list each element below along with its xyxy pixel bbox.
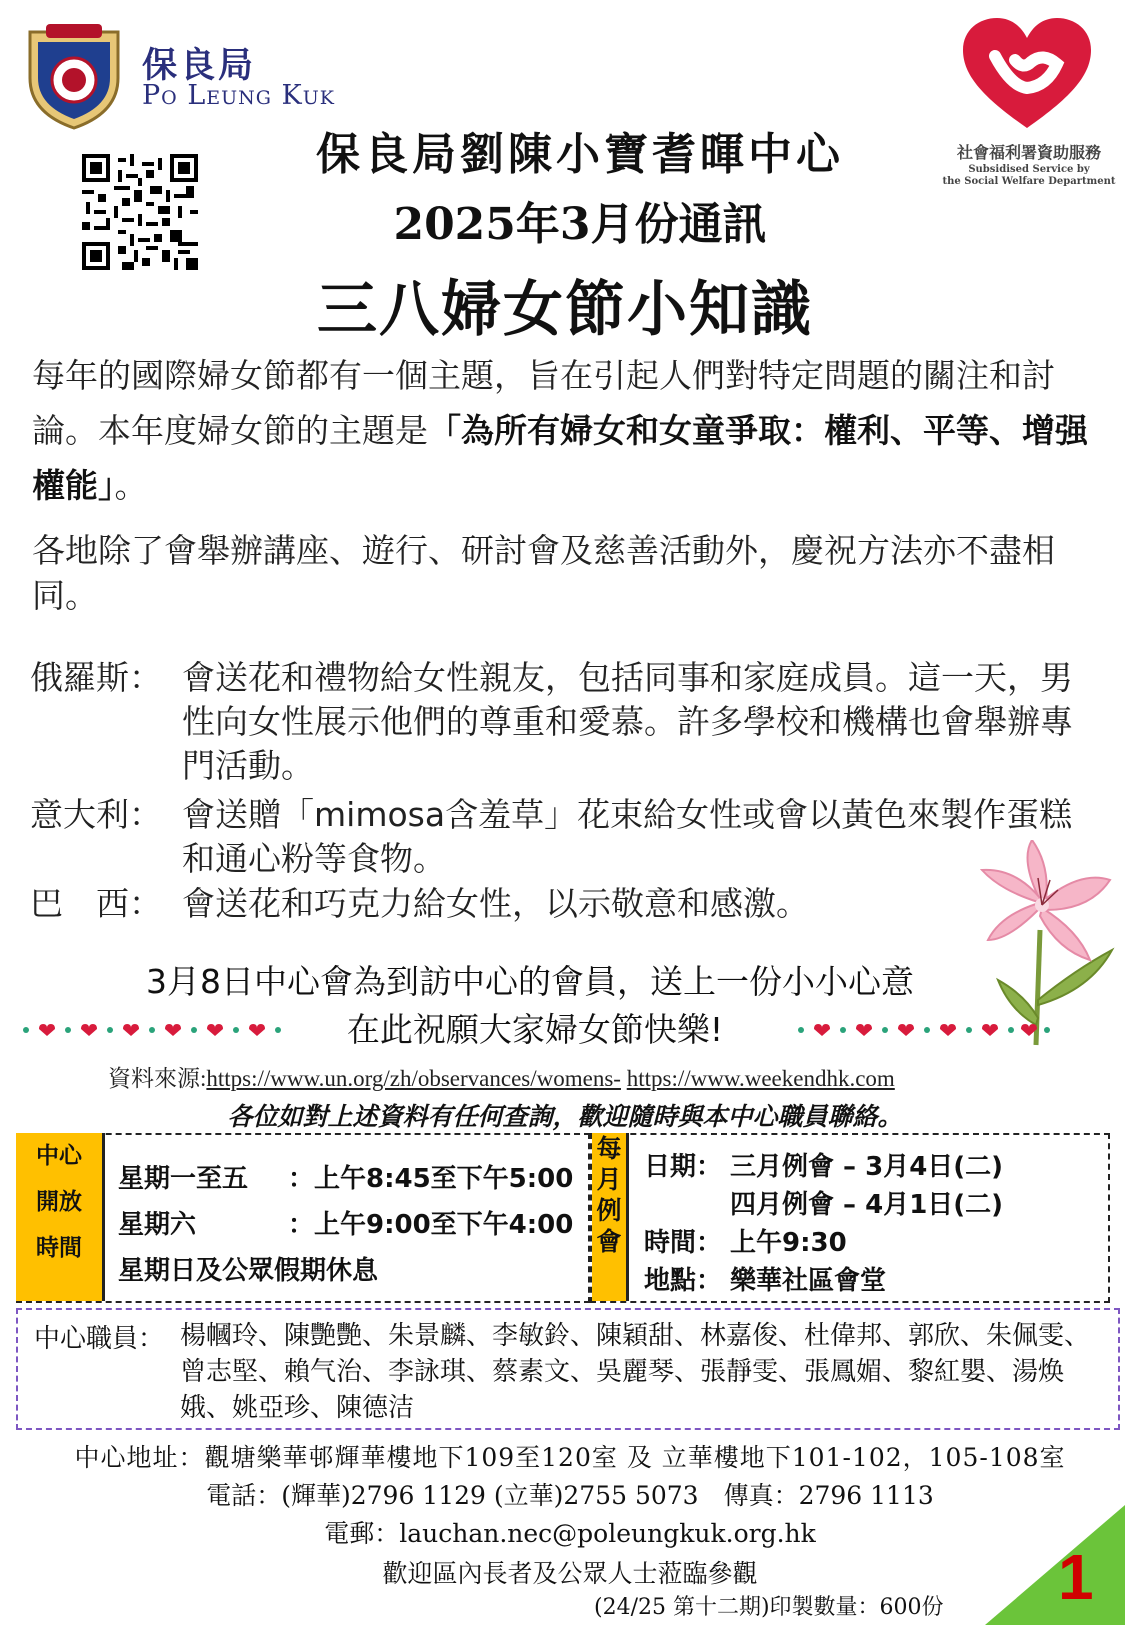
swd-label-zh: 社會福利署資助服務 — [956, 143, 1101, 162]
hearts-decoration-left — [20, 1020, 290, 1040]
opening-hours-label-line: 開放 — [36, 1189, 82, 1215]
swd-label-en — [940, 164, 1118, 188]
gift-notice: 3月8日中心會為到訪中心的會員，送上一份小小心意 — [146, 962, 914, 1001]
meeting-date-2 — [644, 1184, 1003, 1221]
meeting-time — [644, 1222, 847, 1259]
org-name-en: Po Leung Kuk — [142, 80, 335, 111]
swd-label-en-line-2: the Social Welfare Department — [942, 176, 1116, 187]
weekday-label: 星期一至五 — [118, 1164, 249, 1194]
intro-paragraph — [32, 348, 1102, 513]
time-label: 時間： — [644, 1228, 723, 1258]
closed-notice: 星期日及公眾假期休息 — [118, 1256, 379, 1286]
country-text: 會送花和禮物給女性親友，包括同事和家庭成員。這一天，男性向女性展示他們的尊重和愛慕。許多學校和機構也會舉辦專門活動。 — [182, 658, 1073, 785]
venue-label: 地點： — [644, 1266, 723, 1296]
monthly-meeting-label-char: 例 — [596, 1196, 622, 1225]
source-link-weekendhk[interactable]: https://www.weekendhk.com — [626, 1066, 895, 1091]
center-email[interactable]: 電郵：lauchan.nec@poleungkuk.org.hk — [324, 1519, 816, 1548]
saturday-time: ：上午9:00至下午4:00 — [288, 1210, 574, 1240]
country-item-russia — [30, 656, 1100, 788]
country-name: 巴 西： — [30, 884, 162, 923]
swd-label-en-line-1: Subsidised Service by — [968, 164, 1090, 175]
date-value: 三月例會 – 3月4日(二) — [730, 1152, 1004, 1182]
center-address: 中心地址：觀塘樂華邨輝華樓地下109至120室 及 立華樓地下101-102，105-108室 — [74, 1443, 1066, 1472]
source-label: 資料來源: — [108, 1066, 207, 1091]
source-link-un[interactable]: https://www.un.org/zh/observances/womens- — [206, 1066, 621, 1091]
country-item-italy — [30, 793, 1100, 881]
celebration-paragraph: 各地除了會舉辦講座、遊行、研討會及慈善活動外，慶祝方法亦不盡相同。 — [32, 531, 1055, 615]
country-text: 會送花和巧克力給女性，以示敬意和感激。 — [182, 884, 809, 923]
monthly-meeting-label-char: 每 — [596, 1134, 622, 1163]
greeting-notice: 在此祝願大家婦女節快樂! — [346, 1010, 724, 1049]
date-label: 日期： — [644, 1152, 723, 1182]
staff-names: 楊幗玲、陳艷艷、朱景麟、李敏鈴、陳穎甜、林嘉俊、杜偉邦、郭欣、朱佩雯、曾志堅、賴气治、李詠琪、蔡素文、吳麗琴、張靜雯、張鳳媚、黎紅嬰、湯焕娥、姚亞珍、陳德洁 — [180, 1321, 1091, 1423]
country-name: 俄羅斯： — [30, 658, 162, 697]
theme-text: 「為所有婦女和女童爭取：權利、平等、增强權能」 — [32, 411, 1088, 505]
lily-flower-illustration — [980, 840, 1125, 1050]
time-value: 上午9:30 — [730, 1228, 847, 1258]
qr-code — [82, 154, 198, 270]
country-text: 會送贈「mimosa含羞草」花束給女性或會以黃色來製作蛋糕和通心粉等食物。 — [182, 795, 1073, 878]
org-name-zh: 保良局 — [142, 45, 257, 86]
main-heading: 三八婦女節小知識 — [317, 275, 813, 345]
print-quantity: (24/25 第十二期)印製數量：600份 — [594, 1595, 944, 1620]
enquiry-note: 各位如對上述資料有任何查詢，歡迎隨時與本中心職員聯絡。 — [227, 1102, 903, 1131]
meeting-venue — [644, 1260, 886, 1297]
opening-hours-label — [16, 1133, 105, 1301]
page-number: 1 — [1058, 1541, 1094, 1613]
center-phone: 電話：(輝華)2796 1129 (立華)2755 5073 傳真：2796 1113 — [206, 1481, 934, 1510]
weekday-hours — [118, 1158, 573, 1195]
saturday-label: 星期六 — [118, 1210, 197, 1240]
venue-value: 樂華社區會堂 — [730, 1266, 887, 1296]
monthly-meeting-label-char: 會 — [596, 1227, 622, 1256]
monthly-meeting-label — [592, 1133, 629, 1301]
country-item-brazil — [30, 882, 1100, 926]
weekday-time: ：上午8:45至下午5:00 — [288, 1164, 574, 1194]
meeting-date-1 — [644, 1146, 1003, 1183]
source-line — [108, 1060, 1118, 1093]
country-name: 意大利： — [30, 795, 162, 834]
intro-text: 每年的國際婦女節都有一個主題，旨在引起人們對特定問題的關注和討論。本年度婦女節的主題是 — [32, 356, 1055, 450]
date-value: 四月例會 – 4月1日(二) — [730, 1190, 1004, 1220]
swd-heart-logo — [961, 16, 1093, 134]
center-name-title: 保良局劉陳小寶耆暉中心 — [316, 129, 844, 180]
staff-label: 中心職員： — [34, 1324, 165, 1354]
intro-end: 。 — [114, 466, 148, 505]
po-leung-kuk-logo — [22, 18, 126, 130]
opening-hours-label-line: 中心 — [36, 1143, 82, 1169]
welcome-note: 歡迎區內長者及公眾人士蒞臨參觀 — [382, 1559, 758, 1588]
monthly-meeting-label-char: 月 — [596, 1165, 622, 1194]
issue-title: 2025年3月份通訊 — [393, 199, 767, 250]
opening-hours-label-line: 時間 — [36, 1235, 82, 1261]
saturday-hours — [118, 1204, 573, 1241]
page-corner-triangle — [985, 1505, 1125, 1625]
hearts-decoration-right — [795, 1020, 1055, 1040]
